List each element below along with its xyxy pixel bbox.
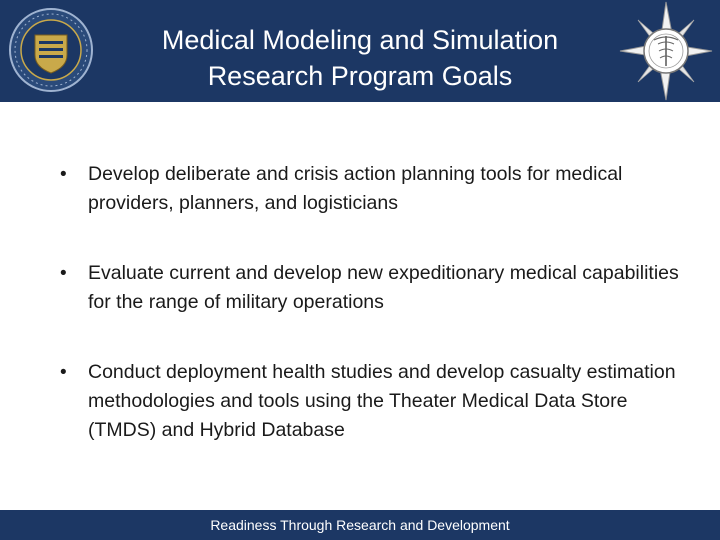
bullet-icon: •: [60, 362, 67, 383]
header-bar: [0, 0, 720, 102]
goals-list: [60, 160, 680, 486]
seal-logo-icon: [8, 7, 94, 93]
footer-bar: [0, 510, 720, 540]
footer-tagline: Readiness Through Research and Development: [210, 517, 510, 533]
goal-text: Evaluate current and develop new expeditionary medical capabilities for the range of military operations: [88, 262, 679, 313]
title-line-1: Medical Modeling and Simulation: [161, 25, 559, 55]
list-item: [60, 160, 680, 218]
title-line-2: Research Program Goals: [207, 61, 513, 91]
page-title: [110, 22, 610, 94]
compass-emblem-icon: [618, 0, 714, 102]
bullet-icon: •: [60, 263, 67, 284]
goal-text: Develop deliberate and crisis action planning tools for medical providers, planners, and logisticians: [88, 163, 623, 214]
goal-text: Conduct deployment health studies and develop casualty estimation methodologies and tools using the Theater Medical Data Store (TMDS) and Hybrid Database: [88, 361, 676, 441]
list-item: [60, 358, 680, 445]
list-item: [60, 259, 680, 317]
bullet-icon: •: [60, 164, 67, 185]
